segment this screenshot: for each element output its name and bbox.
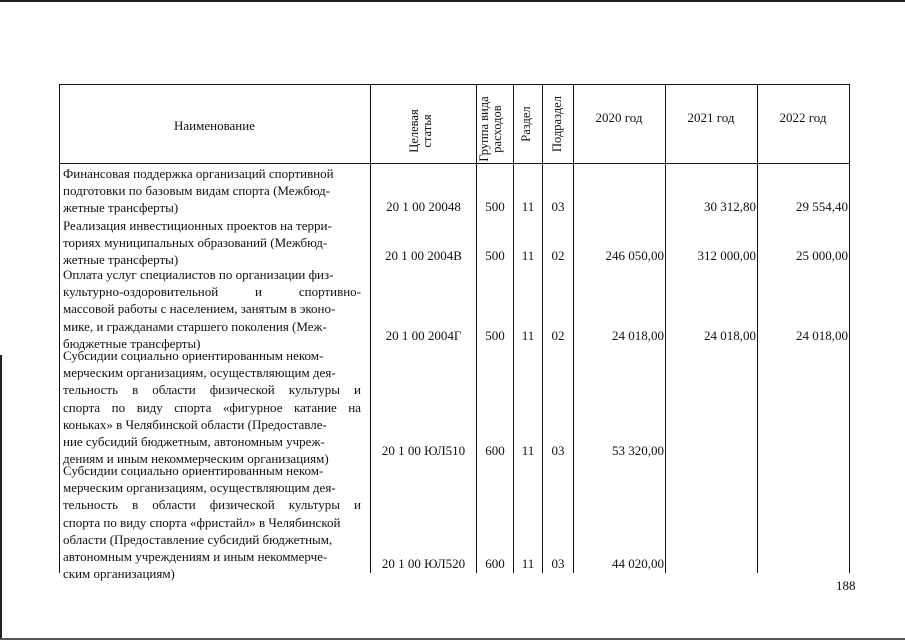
name-line: области (Предоставление субсидий бюджетным, [63, 531, 333, 547]
header-2022: 2022 год [779, 110, 827, 125]
row-4-name [63, 347, 361, 467]
name-line: тельность в области физической культуры и [63, 382, 361, 398]
col-border [370, 163, 371, 573]
row-3-name [63, 266, 361, 352]
name-line: Реализация инвестиционных проектов на терри- [63, 218, 332, 233]
header-expense-group-line2: расходов [490, 105, 504, 153]
row-4-2020: 53 320,00 [612, 443, 664, 458]
name-line: бюджетные трансферты) [63, 335, 201, 351]
name-line: Субсидии социально ориентированным неком- [63, 348, 324, 363]
name-line: тельность в области физической культуры и [63, 497, 361, 513]
header-expense-group-line1: Группа вида [477, 96, 491, 162]
header-name: Наименование [174, 118, 255, 133]
row-4-group: 600 [485, 443, 505, 458]
row-1-subsection: 03 [551, 199, 565, 214]
name-line: автономным учреждениям и иным некоммерче- [63, 549, 328, 565]
row-2-2020: 246 050,00 [605, 248, 664, 263]
row-2-name [63, 217, 361, 269]
col-border [757, 163, 758, 573]
col-border [370, 84, 371, 164]
col-border [665, 163, 666, 573]
row-5-article: 20 1 00 ЮЛ520 [381, 556, 466, 571]
header-bottom-border [59, 163, 849, 164]
row-1-group: 500 [485, 199, 505, 214]
col-border [59, 163, 60, 573]
row-4-article: 20 1 00 ЮЛ510 [381, 443, 466, 458]
name-line: мике, и гражданами старшего поколения (Меж- [63, 318, 327, 334]
row-3-2022: 24 018,00 [796, 328, 848, 343]
row-5-section: 11 [521, 556, 535, 571]
row-3-section: 11 [521, 328, 535, 343]
row-3-2020: 24 018,00 [612, 328, 664, 343]
col-border [542, 84, 543, 164]
row-3-subsection: 02 [551, 328, 565, 343]
name-line: ским организациям) [63, 566, 175, 582]
name-line: жетные трансферты) [63, 252, 179, 268]
header-subsection: Подраздел [550, 96, 564, 152]
col-border [513, 163, 514, 573]
name-line: мерческим организациям, осуществляющим дея- [63, 480, 336, 496]
col-border [573, 163, 574, 573]
header-2020: 2020 год [595, 110, 643, 125]
name-line: подготовки по базовым видам спорта (Межбюд- [63, 183, 330, 199]
name-line: Оплата услуг специалистов по организации физ- [63, 267, 334, 282]
header-expense-group [478, 89, 512, 169]
row-5-2020: 44 020,00 [612, 556, 664, 571]
name-line: Финансовая поддержка организаций спортивной [63, 166, 334, 181]
header-target-article [408, 81, 438, 181]
name-line: культурно-оздоровительной и спортивно- [63, 284, 361, 300]
row-5-subsection: 03 [551, 556, 565, 571]
header-section: Раздел [519, 106, 533, 142]
row-5-group: 600 [485, 556, 505, 571]
row-2-group: 500 [485, 248, 505, 263]
col-border [849, 163, 850, 573]
row-4-section: 11 [521, 443, 535, 458]
row-1-section: 11 [521, 199, 535, 214]
name-line: спорта по виду спорта «фигурное катание на [63, 399, 361, 415]
row-2-2022: 25 000,00 [796, 248, 848, 263]
row-1-2022: 29 554,40 [796, 199, 848, 214]
name-line: спорта по виду спорта «фристайл» в Челябинской [63, 514, 341, 530]
name-line: дениям и иным некоммерческим организациям) [63, 451, 329, 467]
row-1-name [63, 165, 361, 217]
col-border [476, 163, 477, 573]
col-border [542, 163, 543, 573]
row-3-article: 20 1 00 2004Г [385, 328, 462, 343]
name-line: мерческим организациям, осуществляющим дея- [63, 365, 336, 381]
page-number: 188 [836, 578, 856, 593]
row-4-subsection: 03 [551, 443, 565, 458]
row-1-article: 20 1 00 20048 [386, 199, 461, 214]
col-border [513, 84, 514, 164]
row-1-2021: 30 312,80 [704, 199, 756, 214]
col-border [849, 84, 850, 164]
name-line: Субсидии социально ориентированным неком- [63, 463, 324, 478]
name-line: массовой работы с населением, занятым в эконо- [63, 301, 336, 317]
name-line: жетные трансферты) [63, 200, 179, 216]
row-3-2021: 24 018,00 [704, 328, 756, 343]
name-line: коньках» в Челябинской области (Предоставле- [63, 416, 327, 432]
table-top-border [59, 84, 849, 85]
row-2-article: 20 1 00 2004В [385, 248, 462, 263]
header-2021: 2021 год [687, 110, 735, 125]
row-2-subsection: 02 [551, 248, 565, 263]
row-3-group: 500 [485, 328, 505, 343]
row-2-2021: 312 000,00 [697, 248, 756, 263]
row-5-name [63, 462, 361, 582]
row-2-section: 11 [521, 248, 535, 263]
name-line: ние субсидий бюджетным, автономным учреж- [63, 434, 325, 450]
name-line: ториях муниципальных образований (Межбюд- [63, 235, 328, 251]
header-target-article-text: Целевая статья [407, 109, 434, 153]
